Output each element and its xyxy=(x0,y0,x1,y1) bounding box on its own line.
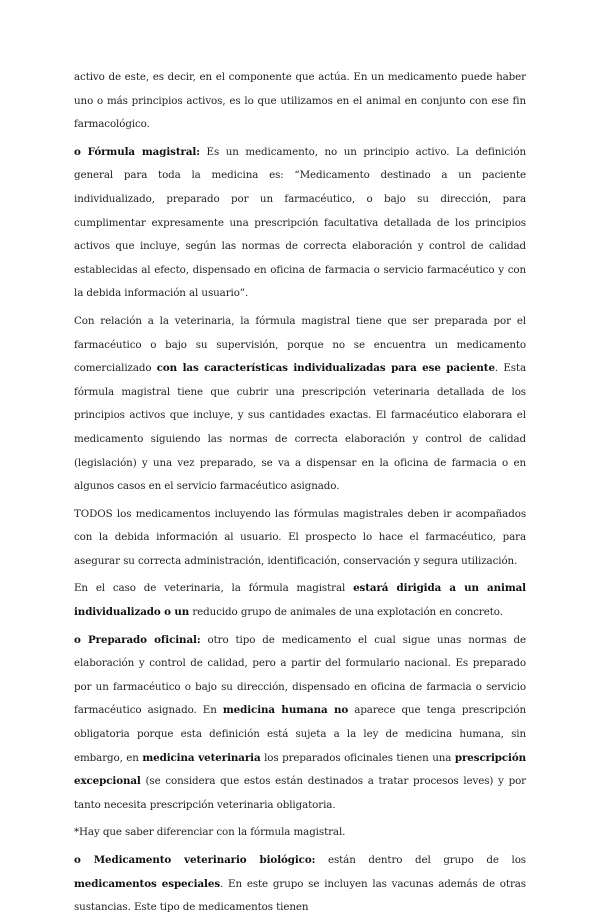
paragraph-caso-veterinaria: En el caso de veterinaria, la fórmula magistral estará dirigida a un animal individualizado o un reducido grupo de animales de una explotación en concreto. xyxy=(74,582,526,619)
paragraph-nota-diferenciar: *Hay que saber diferenciar con la fórmula magistral. xyxy=(74,826,346,839)
paragraph-medicamento-biologico: o Medicamento veterinario biológico: están dentro del grupo de los medicamentos especiales. En este grupo se incluyen las vacunas además de otras sustancias. Este tipo de medicamentos tienen xyxy=(74,854,526,914)
paragraph-preparado-oficinal: o Preparado oficinal: otro tipo de medicamento el cual sigue unas normas de elaboración y control de calidad, pero a partir del formulario nacional. Es preparado por un farmacéutico o bajo su dirección, dispensado en oficina de farmacia o servicio farmacéutico asignado. En medicina humana no aparece que tenga prescripción obligatoria porque esta definición está sujeta a la ley de medicina humana, sin embargo, en medicina veterinaria los preparados oficinales tienen una prescripción excepcional (se considera que estos están destinados a tratar procesos leves) y por tanto necesita prescripción veterinaria obligatoria. xyxy=(74,633,526,811)
document-body xyxy=(74,66,526,924)
term-formula-magistral: o Fórmula magistral: xyxy=(74,145,200,158)
paragraph-formula-magistral: o Fórmula magistral: Es un medicamento, no un principio activo. La definición general para toda la medicina es: “Medicamento destinado a un paciente individualizado, preparado por un farmacéutico, o bajo su dirección, para cumplimentar expresamente una prescripción facultativa detallada de los principios activos que incluye, según las normas de correcta elaboración y control de calidad establecidas al efecto, dispensado en oficina de farmacia o servicio farmacéutico y con la debida información al usuario”. xyxy=(74,145,526,300)
term-medicamento-biologico: o Medicamento veterinario biológico: xyxy=(74,854,316,866)
paragraph-veterinaria-formula: Con relación a la veterinaria, la fórmula magistral tiene que ser preparada por el farmacéutico o bajo su supervisión, porque no se encuentra un medicamento comercializado con las características individualizadas para ese paciente. Esta fórmula magistral tiene que cubrir una prescripción veterinaria detallada de los principios activos que incluye, y sus cantidades exactas. El farmacéutico elaborara el medicamento siguiendo las normas de correcta elaboración y control de calidad (legislación) y una vez preparado, se va a dispensar en la oficina de farmacia o en algunos casos en el servicio farmacéutico asignado. xyxy=(74,314,526,493)
paragraph-informacion-usuario: TODOS los medicamentos incluyendo las fórmulas magistrales deben ir acompañados con la debida información al usuario. El prospecto lo hace el farmacéutico, para asegurar su correcta administración, identificación, conservación y segura utilización. xyxy=(74,507,526,567)
paragraph-principio-activo: activo de este, es decir, en el componente que actúa. En un medicamento puede haber uno o más principios activos, es lo que utilizamos en el animal en conjunto con ese fin farmacológico. xyxy=(74,71,526,131)
term-preparado-oficinal: o Preparado oficinal: xyxy=(74,633,201,646)
